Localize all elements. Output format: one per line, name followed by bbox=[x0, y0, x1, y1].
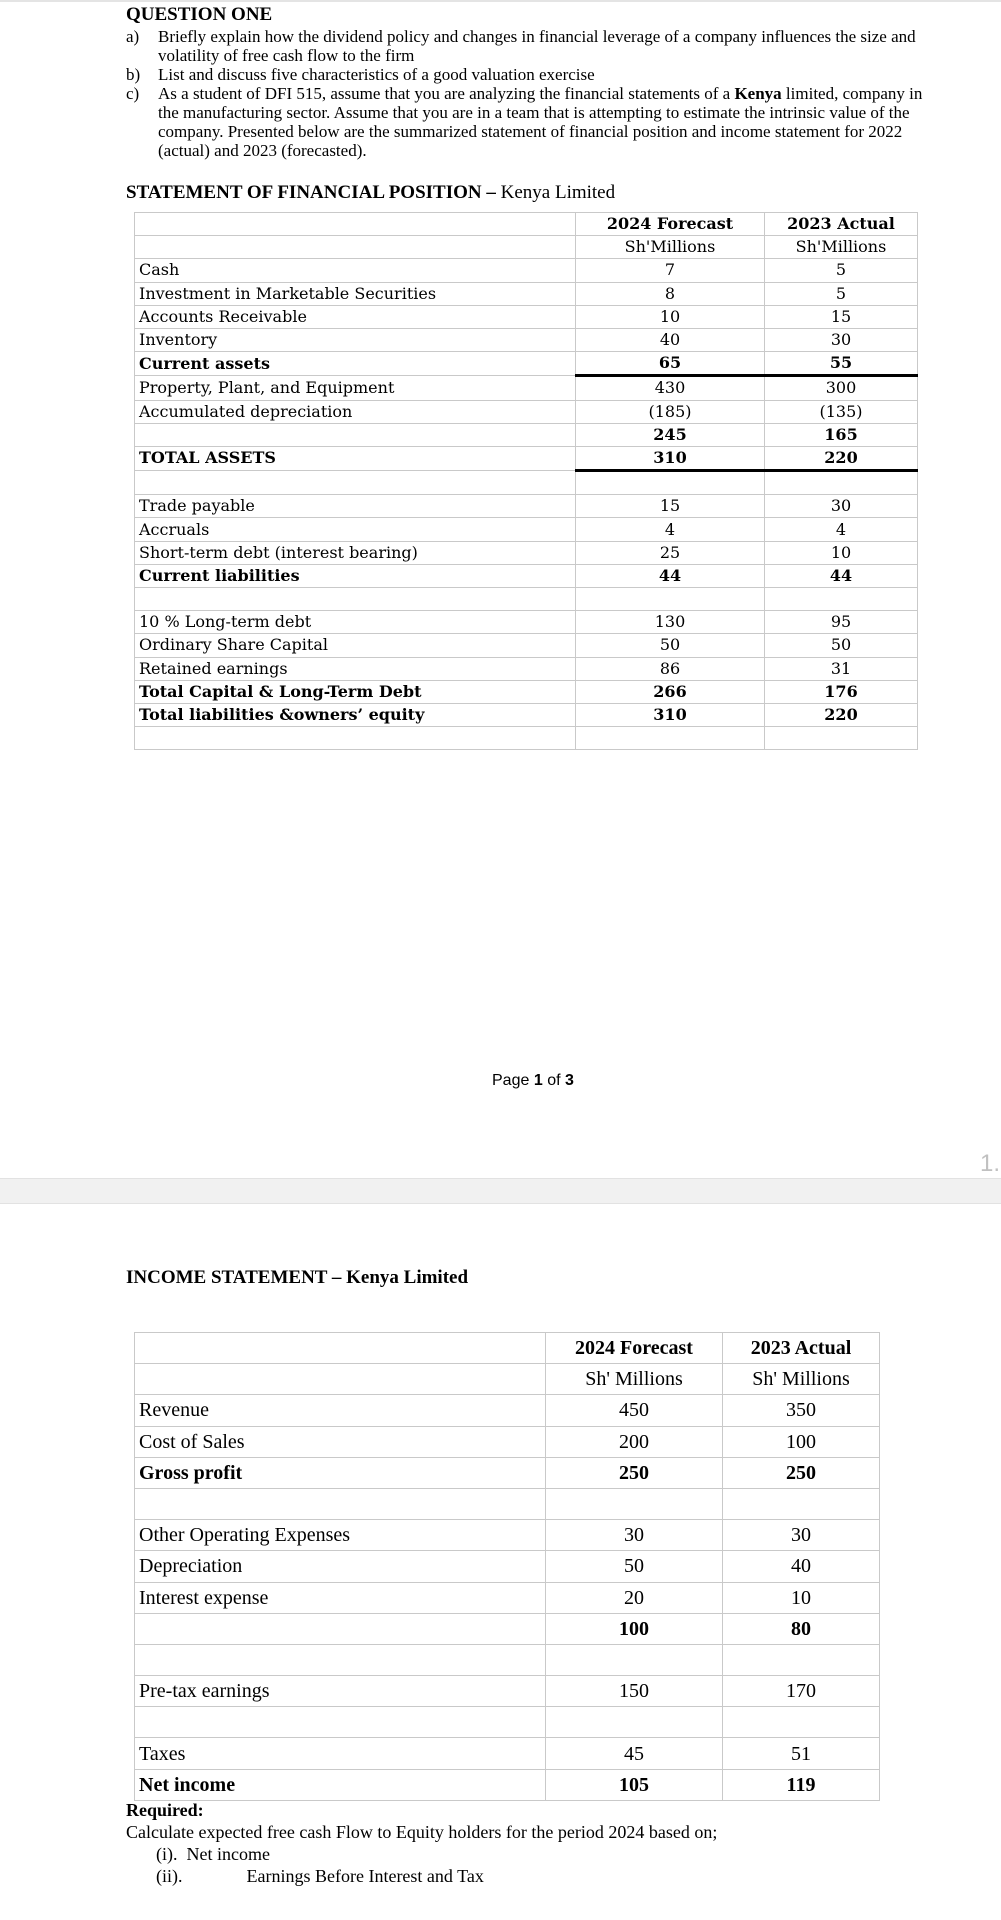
row-label: Depreciation bbox=[135, 1551, 546, 1582]
table-row bbox=[135, 1613, 880, 1644]
forecast-value: 10 bbox=[576, 305, 765, 328]
actual-value: 300 bbox=[765, 376, 918, 400]
actual-value: 165 bbox=[765, 423, 918, 446]
required-text: Calculate expected free cash Flow to Equity holders for the period 2024 based on; bbox=[126, 1822, 718, 1842]
row-label: Taxes bbox=[135, 1738, 546, 1769]
table-header-row bbox=[135, 1333, 880, 1364]
row-label: Inventory bbox=[135, 328, 576, 351]
row-label bbox=[135, 1644, 546, 1675]
actual-value: 220 bbox=[765, 446, 918, 470]
table-row bbox=[135, 518, 918, 541]
row-label: Short-term debt (interest bearing) bbox=[135, 541, 576, 564]
financial-position-title-text: STATEMENT OF FINANCIAL POSITION – bbox=[126, 182, 496, 203]
table-row bbox=[135, 446, 918, 470]
forecast-value bbox=[576, 727, 765, 750]
question-item-label: a) bbox=[126, 27, 140, 46]
required-item-text: Net income bbox=[186, 1844, 270, 1864]
income-statement-title bbox=[126, 1267, 468, 1289]
table-row bbox=[135, 1426, 880, 1457]
row-label: Current assets bbox=[135, 352, 576, 376]
actual-value: 10 bbox=[765, 541, 918, 564]
page-separator bbox=[0, 1178, 1001, 1204]
table-row bbox=[135, 703, 918, 726]
row-label bbox=[135, 1488, 546, 1519]
row-label: Interest expense bbox=[135, 1582, 546, 1613]
actual-value bbox=[723, 1707, 880, 1738]
row-label bbox=[135, 423, 576, 446]
table-row bbox=[135, 423, 918, 446]
row-label: Cash bbox=[135, 259, 576, 282]
forecast-value: 20 bbox=[546, 1582, 723, 1613]
actual-value: 31 bbox=[765, 657, 918, 680]
row-label bbox=[135, 588, 576, 611]
row-label: Accounts Receivable bbox=[135, 305, 576, 328]
forecast-value: 310 bbox=[576, 703, 765, 726]
company-name: Kenya bbox=[734, 84, 782, 103]
table-row bbox=[135, 400, 918, 423]
forecast-value: 130 bbox=[576, 611, 765, 634]
table-row bbox=[135, 1395, 880, 1426]
row-label: Accruals bbox=[135, 518, 576, 541]
actual-value: 44 bbox=[765, 564, 918, 587]
table-row bbox=[135, 727, 918, 750]
table-row bbox=[135, 328, 918, 351]
actual-value: 40 bbox=[723, 1551, 880, 1582]
actual-value: 4 bbox=[765, 518, 918, 541]
financial-position-title bbox=[126, 182, 615, 204]
forecast-value: 7 bbox=[576, 259, 765, 282]
actual-value: 50 bbox=[765, 634, 918, 657]
table-row bbox=[135, 471, 918, 495]
actual-value: 350 bbox=[723, 1395, 880, 1426]
forecast-value: 200 bbox=[546, 1426, 723, 1457]
page-current: 1 bbox=[533, 1072, 543, 1089]
row-label bbox=[135, 471, 576, 495]
page-indicator bbox=[492, 1072, 574, 1090]
table-row bbox=[135, 588, 918, 611]
row-label: Net income bbox=[135, 1769, 546, 1800]
question-item-text: As a student of DFI 515, assume that you are analyzing the financial statements of a bbox=[158, 84, 731, 103]
income-statement-title-text: INCOME STATEMENT – bbox=[126, 1267, 342, 1288]
required-item-label: (ii). bbox=[156, 1866, 183, 1886]
table-row bbox=[135, 611, 918, 634]
table-unit-row bbox=[135, 236, 918, 259]
row-label: Investment in Marketable Securities bbox=[135, 282, 576, 305]
unit-blank-cell bbox=[135, 236, 576, 259]
income-statement-table bbox=[134, 1332, 880, 1801]
financial-position-table bbox=[134, 212, 918, 750]
actual-value: 5 bbox=[765, 282, 918, 305]
actual-value: 220 bbox=[765, 703, 918, 726]
forecast-value: 310 bbox=[576, 446, 765, 470]
row-label: Other Operating Expenses bbox=[135, 1520, 546, 1551]
row-label: Current liabilities bbox=[135, 564, 576, 587]
forecast-value: (185) bbox=[576, 400, 765, 423]
row-label bbox=[135, 727, 576, 750]
forecast-value: 65 bbox=[576, 352, 765, 376]
table-row bbox=[135, 352, 918, 376]
table-row bbox=[135, 282, 918, 305]
actual-column-header: 2023 Actual bbox=[723, 1333, 880, 1364]
question-list bbox=[126, 27, 946, 160]
actual-value bbox=[723, 1488, 880, 1519]
forecast-value bbox=[546, 1488, 723, 1519]
question-item-text: limited, company in the manufacturing sector. Assume that you are in a team that is attempting to estimate the intrinsic value of the company. Presented below are the summarized statement of financial position and income statement for 2022 (actual) and 2023 (forecasted). bbox=[158, 84, 923, 160]
question-item-a bbox=[126, 27, 946, 65]
forecast-value: 86 bbox=[576, 657, 765, 680]
table-row bbox=[135, 1551, 880, 1582]
forecast-column-header: 2024 Forecast bbox=[546, 1333, 723, 1364]
forecast-value: 30 bbox=[546, 1520, 723, 1551]
actual-value: 119 bbox=[723, 1769, 880, 1800]
actual-value: 30 bbox=[765, 495, 918, 518]
forecast-value bbox=[576, 588, 765, 611]
actual-value: 176 bbox=[765, 680, 918, 703]
forecast-value: 45 bbox=[546, 1738, 723, 1769]
table-row bbox=[135, 634, 918, 657]
actual-column-unit: Sh' Millions bbox=[723, 1364, 880, 1395]
forecast-value: 4 bbox=[576, 518, 765, 541]
forecast-value: 150 bbox=[546, 1676, 723, 1707]
row-label: 10 % Long-term debt bbox=[135, 611, 576, 634]
table-row bbox=[135, 1707, 880, 1738]
forecast-value: 50 bbox=[546, 1551, 723, 1582]
header-blank-cell bbox=[135, 213, 576, 236]
table-row bbox=[135, 1644, 880, 1675]
table-row bbox=[135, 305, 918, 328]
required-item-i bbox=[126, 1843, 717, 1865]
forecast-value: 50 bbox=[576, 634, 765, 657]
forecast-value: 15 bbox=[576, 495, 765, 518]
actual-column-unit: Sh'Millions bbox=[765, 236, 918, 259]
question-item-b bbox=[126, 65, 946, 84]
forecast-value: 44 bbox=[576, 564, 765, 587]
table-row bbox=[135, 259, 918, 282]
row-label: Retained earnings bbox=[135, 657, 576, 680]
forecast-column-header: 2024 Forecast bbox=[576, 213, 765, 236]
forecast-value: 100 bbox=[546, 1613, 723, 1644]
table-row bbox=[135, 1457, 880, 1488]
row-label: Trade payable bbox=[135, 495, 576, 518]
forecast-value: 430 bbox=[576, 376, 765, 400]
row-label: Cost of Sales bbox=[135, 1426, 546, 1457]
row-label: TOTAL ASSETS bbox=[135, 446, 576, 470]
actual-value: 95 bbox=[765, 611, 918, 634]
actual-value bbox=[765, 588, 918, 611]
question-item-text: List and discuss five characteristics of a good valuation exercise bbox=[158, 65, 595, 84]
table-row bbox=[135, 1582, 880, 1613]
table-row bbox=[135, 1520, 880, 1551]
forecast-value bbox=[576, 471, 765, 495]
row-label: Property, Plant, and Equipment bbox=[135, 376, 576, 400]
question-item-text: Briefly explain how the dividend policy and changes in financial leverage of a company influences the size and volatility of free cash flow to the firm bbox=[158, 27, 916, 65]
page-prefix: Page bbox=[492, 1072, 530, 1089]
forecast-value: 245 bbox=[576, 423, 765, 446]
table-row bbox=[135, 495, 918, 518]
row-label: Pre-tax earnings bbox=[135, 1676, 546, 1707]
side-page-number: 1. bbox=[980, 1150, 1001, 1177]
table-row bbox=[135, 541, 918, 564]
actual-value bbox=[723, 1644, 880, 1675]
actual-value: 170 bbox=[723, 1676, 880, 1707]
actual-value: 250 bbox=[723, 1457, 880, 1488]
forecast-value: 450 bbox=[546, 1395, 723, 1426]
question-item-label: b) bbox=[126, 65, 141, 84]
actual-value: 51 bbox=[723, 1738, 880, 1769]
table-row bbox=[135, 1769, 880, 1800]
actual-value: 10 bbox=[723, 1582, 880, 1613]
question-title: QUESTION ONE bbox=[126, 4, 273, 25]
question-item-label: c) bbox=[126, 84, 140, 103]
actual-value bbox=[765, 727, 918, 750]
row-label bbox=[135, 1707, 546, 1738]
question-item-c bbox=[126, 84, 946, 160]
row-label: Revenue bbox=[135, 1395, 546, 1426]
actual-value: 5 bbox=[765, 259, 918, 282]
forecast-value: 250 bbox=[546, 1457, 723, 1488]
table-unit-row bbox=[135, 1364, 880, 1395]
forecast-column-unit: Sh' Millions bbox=[546, 1364, 723, 1395]
page-sep: of bbox=[547, 1072, 561, 1089]
row-label: Gross profit bbox=[135, 1457, 546, 1488]
forecast-value: 40 bbox=[576, 328, 765, 351]
actual-value: 80 bbox=[723, 1613, 880, 1644]
forecast-value: 8 bbox=[576, 282, 765, 305]
actual-value bbox=[765, 471, 918, 495]
forecast-value: 25 bbox=[576, 541, 765, 564]
actual-value: 30 bbox=[765, 328, 918, 351]
financial-position-company: Kenya Limited bbox=[500, 182, 616, 203]
page-total: 3 bbox=[564, 1072, 574, 1089]
actual-value: (135) bbox=[765, 400, 918, 423]
unit-blank-cell bbox=[135, 1364, 546, 1395]
required-item-label: (i). bbox=[156, 1844, 178, 1864]
row-label: Ordinary Share Capital bbox=[135, 634, 576, 657]
actual-value: 30 bbox=[723, 1520, 880, 1551]
table-row bbox=[135, 1738, 880, 1769]
row-label: Total liabilities &owners’ equity bbox=[135, 703, 576, 726]
actual-value: 100 bbox=[723, 1426, 880, 1457]
table-row bbox=[135, 1676, 880, 1707]
row-label bbox=[135, 1613, 546, 1644]
actual-value: 55 bbox=[765, 352, 918, 376]
table-row bbox=[135, 657, 918, 680]
table-row bbox=[135, 680, 918, 703]
forecast-column-unit: Sh'Millions bbox=[576, 236, 765, 259]
table-row bbox=[135, 1488, 880, 1519]
page-top-border bbox=[0, 0, 1001, 2]
table-header-row bbox=[135, 213, 918, 236]
header-blank-cell bbox=[135, 1333, 546, 1364]
table-row bbox=[135, 564, 918, 587]
required-title: Required: bbox=[126, 1800, 204, 1820]
required-section bbox=[126, 1799, 717, 1887]
forecast-value: 266 bbox=[576, 680, 765, 703]
forecast-value bbox=[546, 1644, 723, 1675]
forecast-value bbox=[546, 1707, 723, 1738]
required-item-ii bbox=[126, 1865, 717, 1887]
forecast-value: 105 bbox=[546, 1769, 723, 1800]
required-item-text: Earnings Before Interest and Tax bbox=[246, 1866, 484, 1886]
actual-value: 15 bbox=[765, 305, 918, 328]
income-statement-company: Kenya Limited bbox=[346, 1267, 469, 1288]
table-row bbox=[135, 376, 918, 400]
actual-column-header: 2023 Actual bbox=[765, 213, 918, 236]
row-label: Accumulated depreciation bbox=[135, 400, 576, 423]
row-label: Total Capital & Long-Term Debt bbox=[135, 680, 576, 703]
